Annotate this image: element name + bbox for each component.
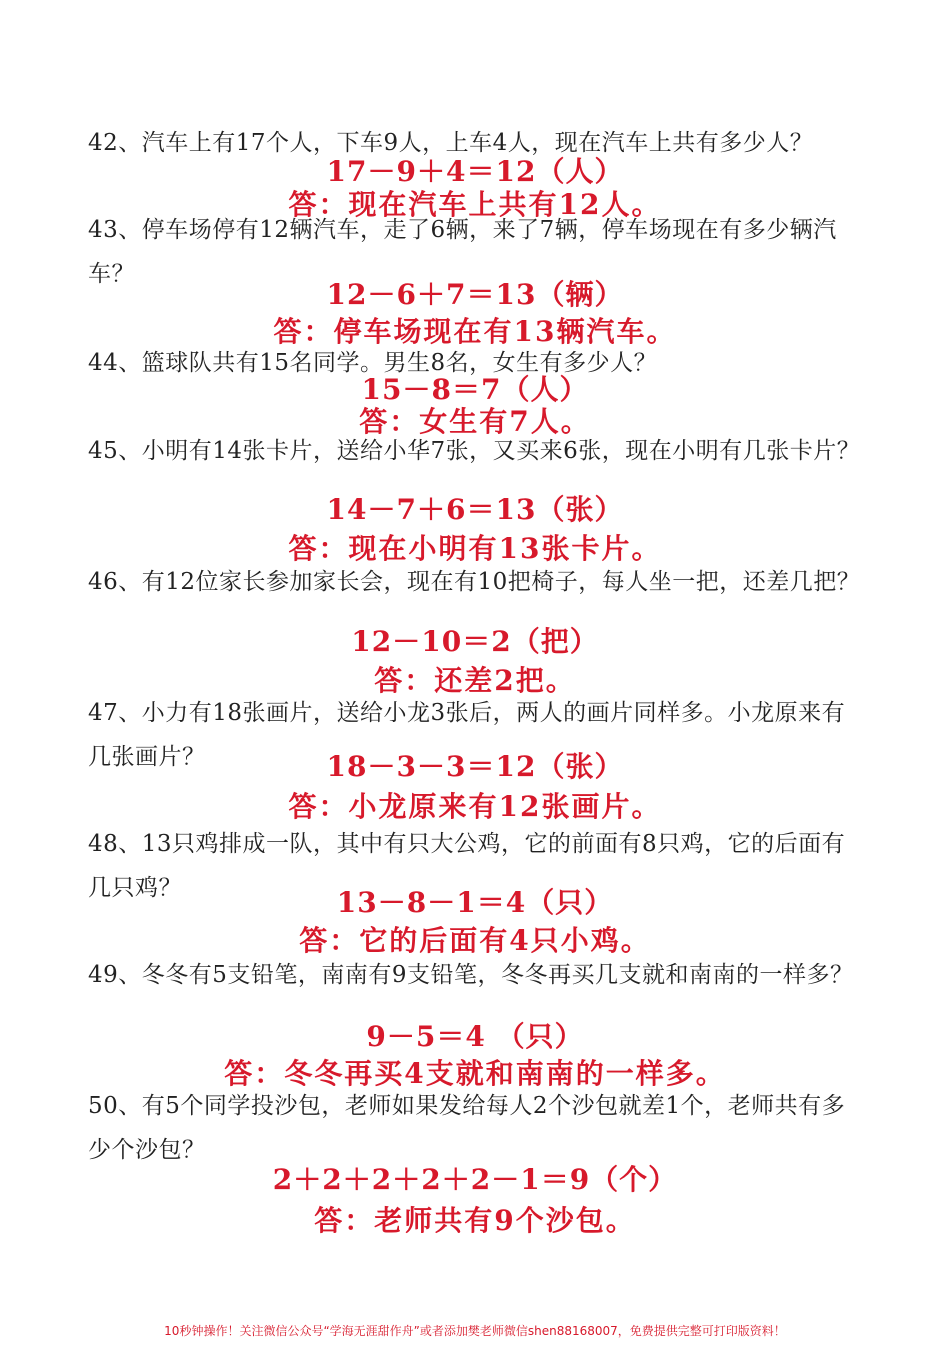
question-44: 44、篮球队共有15名同学。男生8名，女生有多少人？ (88, 350, 658, 376)
answer-48: 答：它的后面有4只小鸡。 (299, 924, 651, 957)
equation-50: 2＋2＋2＋2＋2－1＝9（个） (272, 1163, 678, 1196)
question-43: 43、停车场停有12辆汽车，走了6辆，来了7辆，停车场现在有多少辆汽车？ (88, 217, 837, 287)
question-50: 50、有5个同学投沙包，老师如果发给每人2个沙包就差1个，老师共有多少个沙包？ (88, 1093, 846, 1163)
equation-43: 12－6＋7＝13（辆） (326, 278, 624, 311)
equation-48: 13－8－1＝4（只） (336, 886, 614, 919)
equation-47: 18－3－3＝12（张） (326, 750, 624, 783)
question-48: 48、13只鸡排成一队，其中有只大公鸡，它的前面有8只鸡，它的后面有几只鸡？ (88, 831, 846, 901)
answer-44: 答：女生有7人。 (359, 405, 591, 438)
question-46: 46、有12位家长参加家长会，现在有10把椅子，每人坐一把，还差几把？ (88, 569, 861, 595)
answer-49: 答：冬冬再买4支就和南南的一样多。 (224, 1057, 726, 1090)
question-42: 42、汽车上有17个人，下车9人，上车4人，现在汽车上共有多少人？ (88, 130, 814, 156)
answer-43: 答：停车场现在有13辆汽车。 (273, 315, 677, 348)
answer-42: 答：现在汽车上共有12人。 (288, 188, 662, 221)
promo-footer: 10秒钟操作！关注微信公众号“学海无涯甜作舟”或者添加樊老师微信shen88168007，免费提供完整可打印版资料！ (164, 1324, 786, 1338)
equation-49: 9－5＝4 （只） (366, 1020, 584, 1053)
answer-46: 答：还差2把。 (374, 664, 576, 697)
answer-50: 答：老师共有9个沙包。 (314, 1204, 636, 1237)
answer-45: 答：现在小明有13张卡片。 (288, 532, 662, 565)
equation-46: 12－10＝2（把） (351, 625, 599, 658)
equation-42: 17－9＋4＝12（人） (326, 155, 624, 188)
question-49: 49、冬冬有5支铅笔，南南有9支铅笔，冬冬再买几支就和南南的一样多？ (88, 962, 854, 988)
equation-45: 14－7＋6＝13（张） (326, 493, 624, 526)
equation-44: 15－8＝7（人） (361, 373, 589, 406)
question-47: 47、小力有18张画片，送给小龙3张后，两人的画片同样多。小龙原来有几张画片？ (88, 700, 846, 770)
answer-47: 答：小龙原来有12张画片。 (288, 790, 662, 823)
question-45: 45、小明有14张卡片，送给小华7张，又买来6张，现在小明有几张卡片？ (88, 438, 861, 464)
